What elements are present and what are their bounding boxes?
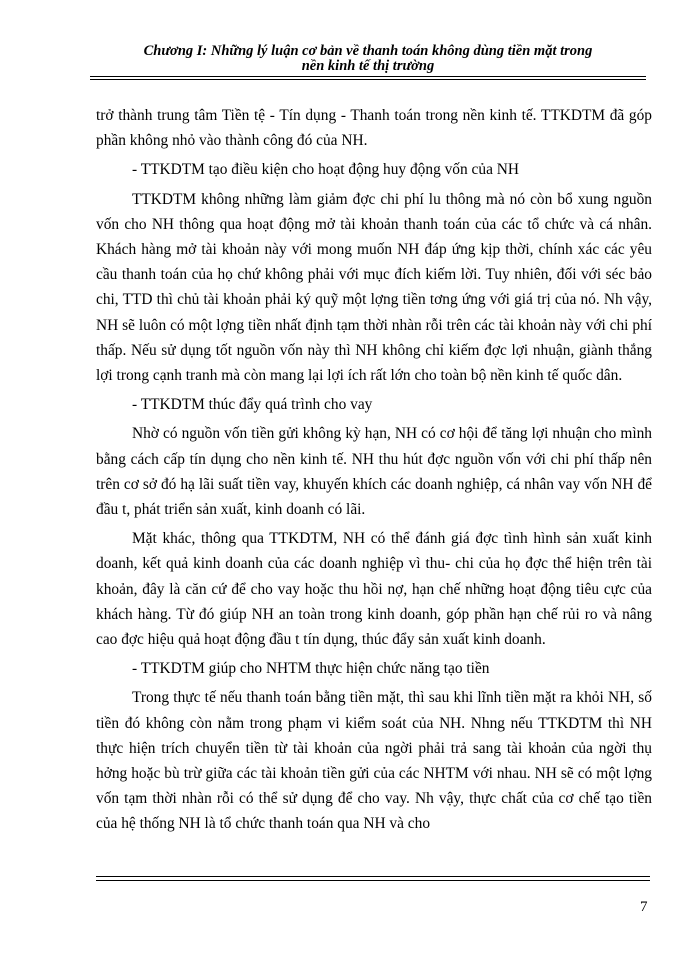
header-rule-top xyxy=(90,76,646,77)
paragraph-capital-mobilization: TTKDTM không những làm giảm đợc chi phí lu thông mà nó còn bổ xung nguồn vốn cho NH thông qua hoạt động mở tài khoản thanh toán của các tổ chức và cá nhân. Khách hàng mở tài khoản này với mong muốn NH đáp ứng kịp thời, chính xác các yêu cầu thanh toán của họ chứ không phải với mục đích kiếm lời. Tuy nhiên, đối với séc bảo chi, TTD thì chủ tài khoản phải ký quỹ một lợng tiền tơng ứng với giá trị của nó. Nh vậy, NH sẽ luôn có một lợng tiền nhất định tạm thời nhàn rỗi trên các tài khoản này với chi phí thấp. Nếu sử dụng tốt nguồn vốn này thì NH không chỉ kiếm đợc lợi nhuận, giành thắng lợi trong cạnh tranh mà còn mang lại lợi ích rất lớn cho toàn bộ nền kinh tế quốc dân. xyxy=(96,190,652,385)
header-line-2: nền kinh tế thị trường xyxy=(301,58,435,74)
paragraph-evaluation: Mặt khác, thông qua TTKDTM, NH có thể đánh giá đợc tình hình sản xuất kinh doanh, kết quả kinh doanh của các doanh nghiệp vì thu- chi của họ đợc thể hiện trên tài khoản, đây là căn cứ để cho vay hoặc thu hồi nợ, hạn chế những hoạt động tiêu cực của khách hàng. Từ đó giúp NH an toàn trong kinh doanh, góp phần hạn chế rủi ro và nâng cao đợc hiệu quả hoạt động đầu t tín dụng, thúc đẩy sản xuất kinh doanh. xyxy=(96,530,652,649)
paragraph-lending: Nhờ có nguồn vốn tiền gửi không kỳ hạn, NH có cơ hội để tăng lợi nhuận cho mình bằng cách cấp tín dụng cho nền kinh tế. NH thu hút đợc nguồn vốn với chi phí thấp nên trên cơ sở đó hạ lãi suất tiền vay, khuyến khích các doanh nghiệp, cá nhân vay vốn NH để đầu t, phát triển sản xuất, kinh doanh có lãi. xyxy=(96,425,652,519)
subheading-capital-mobilization: - TTKDTM tạo điều kiện cho hoạt động huy động vốn của NH xyxy=(132,161,519,179)
paragraph-continuation: trở thành trung tâm Tiền tệ - Tín dụng - Thanh toán trong nền kinh tế. TTKDTM đã góp phần không nhỏ vào thành công đó của NH. xyxy=(96,107,652,150)
running-header xyxy=(90,44,646,74)
footer-rule-bottom xyxy=(96,880,650,881)
subheading-lending: - TTKDTM thúc đẩy quá trình cho vay xyxy=(132,396,373,414)
header-line-1: Chương I: Những lý luận cơ bản về thanh toán không dùng tiền mặt trong xyxy=(143,43,593,59)
body-text xyxy=(96,103,652,837)
paragraph-money-creation: Trong thực tế nếu thanh toán bằng tiền mặt, thì sau khi lĩnh tiền mặt ra khỏi NH, số tiền đó không còn nằm trong phạm vi kiểm soát của NH. Nhng nếu TTKDTM thì NH thực hiện trích chuyển tiền từ tài khoản của ngời phải trả sang tài khoản của ngời thụ hởng hoặc bù trừ giữa các tài khoản tiền gửi của các NHTM với nhau. NH sẽ có một lợng vốn tạm thời nhàn rỗi có thể sử dụng để cho vay. Nh vậy, thực chất của cơ chế tạo tiền của hệ thống NH là tổ chức thanh toán qua NH và cho xyxy=(96,689,652,833)
page-number: 7 xyxy=(640,899,648,915)
header-rule-bottom xyxy=(90,79,646,80)
subheading-money-creation: - TTKDTM giúp cho NHTM thực hiện chức năng tạo tiền xyxy=(132,660,490,678)
footer-rule-top xyxy=(96,876,650,877)
